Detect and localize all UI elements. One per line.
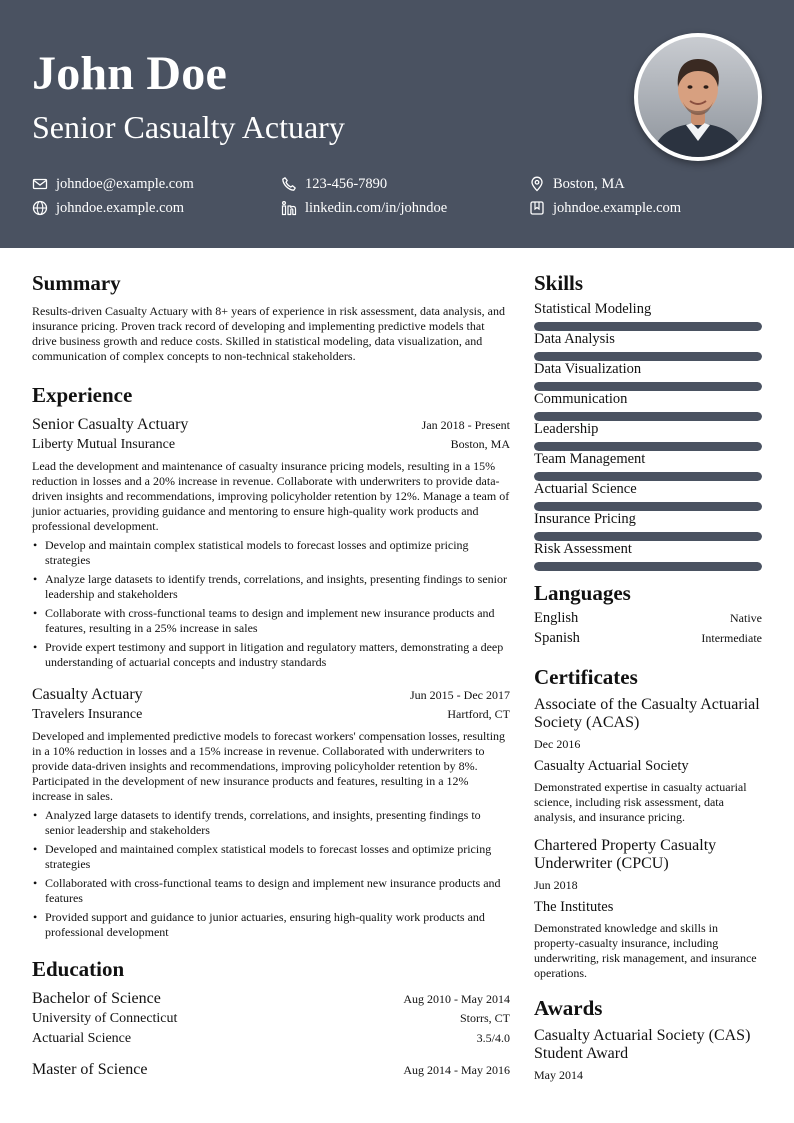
sidebar-column (534, 268, 762, 1099)
list-item: • Collaborated with cross-functional teams to design and implement new insurance products and features (32, 876, 510, 906)
resume-header (0, 0, 794, 248)
skill-item (534, 448, 762, 478)
gpa: 3.5/4.0 (476, 1031, 510, 1045)
language-row (534, 610, 762, 630)
list-item: • Provide expert testimony and support in litigation and regulatory matters, demonstrating a deep understanding of actuarial concepts and industry standards (32, 640, 510, 670)
skill-item (534, 388, 762, 418)
section-heading: Experience (32, 383, 133, 407)
list-item: • Analyzed large datasets to identify trends, correlations, and insights, presenting findings to senior leadership and stakeholders (32, 808, 510, 838)
skill-item (534, 328, 762, 358)
education-dates: Aug 2010 - May 2014 (403, 992, 510, 1006)
skill-item (534, 298, 762, 328)
contact-phone[interactable] (281, 173, 387, 195)
contact-portfolio[interactable] (529, 197, 681, 219)
certificate-issuer: The Institutes (534, 899, 614, 915)
job-entry (32, 414, 510, 670)
list-item: • Developed and maintained complex statistical models to forecast losses and optimize pricing strategies (32, 842, 510, 872)
school-location: Storrs, CT (459, 1011, 510, 1025)
email-icon (32, 176, 48, 192)
skill-item (534, 358, 762, 388)
profile-photo (634, 33, 762, 161)
language-row (534, 630, 762, 650)
contact-linkedin[interactable] (281, 197, 447, 219)
school-name: University of Connecticut (32, 1011, 178, 1026)
phone-icon (281, 176, 297, 192)
list-item: • Collaborate with cross-functional teams to design and implement new insurance products and features, resulting in a 25% increase in sales (32, 606, 510, 636)
certificate-date: Jun 2018 (534, 878, 578, 892)
skills-section (534, 268, 762, 568)
certificate-description: Demonstrated knowledge and skills in property-casualty insurance, including underwriting, risk management, and insurance operations. (534, 921, 757, 980)
awards-section (534, 993, 762, 1083)
certificate-date: Dec 2016 (534, 737, 581, 751)
summary-section (32, 268, 510, 364)
skill-item (534, 538, 762, 568)
skill-level-bar (534, 562, 762, 571)
job-description: Developed and implemented predictive models to forecast workers' compensation losses, resulting in a 10% reduction in losses and a 15% increase in revenue. Collaborated with underwriters to provide data-driven insights and recommendations, improving policyholder retention by 8%. Participated in the development of new insurance products and features, resulting in a 12% increase in sales. (32, 729, 506, 803)
skill-name: Data Analysis (534, 331, 615, 347)
contact-text: johndoe.example.com (56, 199, 185, 216)
candidate-name: John Doe (32, 47, 227, 100)
skill-name: Statistical Modeling (534, 301, 652, 317)
job-location: Hartford, CT (447, 707, 510, 721)
linkedin-icon (281, 200, 297, 216)
award-title: Casualty Actuarial Society (CAS) Student Award (534, 1027, 751, 1062)
certificate-title: Chartered Property Casualty Underwriter (CPCU) (534, 837, 717, 872)
job-bullets (32, 808, 510, 940)
globe-icon (32, 200, 48, 216)
degree: Bachelor of Science (32, 990, 161, 1007)
certificate-entry (534, 837, 762, 981)
contact-email[interactable] (32, 173, 194, 195)
portfolio-icon (529, 200, 545, 216)
main-column (32, 268, 510, 1096)
job-location: Boston, MA (450, 437, 510, 451)
skills-list (534, 298, 762, 568)
certificate-entry (534, 696, 762, 825)
skill-level-fill (534, 562, 762, 571)
job-title: Casualty Actuary (32, 686, 143, 703)
section-heading: Skills (534, 271, 584, 295)
skill-name: Risk Assessment (534, 541, 632, 557)
contact-text: Boston, MA (553, 175, 625, 192)
contact-text: 123-456-7890 (305, 175, 388, 192)
job-company: Travelers Insurance (32, 707, 143, 722)
job-dates: Jun 2015 - Dec 2017 (410, 688, 510, 702)
field-of-study: Actuarial Science (32, 1031, 132, 1046)
portrait-image (638, 37, 758, 157)
contact-text: johndoe@example.com (56, 175, 194, 192)
award-date: May 2014 (534, 1068, 583, 1082)
award-entry (534, 1027, 762, 1083)
language-name: Spanish (534, 630, 580, 646)
job-dates: Jan 2018 - Present (421, 418, 510, 432)
degree: Master of Science (32, 1061, 148, 1078)
section-heading: Certificates (534, 665, 638, 689)
job-entry (32, 684, 510, 940)
skill-name: Leadership (534, 421, 599, 437)
contact-text: johndoe.example.com (553, 199, 682, 216)
contact-location[interactable] (529, 173, 625, 195)
education-dates: Aug 2014 - May 2016 (403, 1063, 510, 1077)
language-name: English (534, 610, 579, 626)
section-heading: Awards (534, 996, 603, 1020)
section-heading: Education (32, 957, 125, 981)
education-section (32, 954, 510, 1080)
education-entry (32, 1059, 510, 1080)
certificates-section (534, 662, 762, 981)
job-bullets (32, 538, 510, 670)
skill-item (534, 478, 762, 508)
skill-item (534, 418, 762, 448)
contact-text: linkedin.com/in/johndoe (305, 199, 448, 216)
list-item: • Analyze large datasets to identify trends, correlations, and insights, presenting findings to senior leadership and stakeholders (32, 572, 510, 602)
skill-item (534, 508, 762, 538)
language-level: Native (730, 611, 762, 625)
list-item: • Provided support and guidance to junior actuaries, ensuring high-quality work products and professional development (32, 910, 510, 940)
job-title: Senior Casualty Actuary (32, 416, 189, 433)
languages-section (534, 578, 762, 650)
list-item: • Develop and maintain complex statistical models to forecast losses and optimize pricing strategies (32, 538, 510, 568)
section-heading: Summary (32, 271, 121, 295)
language-level: Intermediate (701, 631, 762, 645)
experience-section (32, 380, 510, 940)
job-description: Lead the development and maintenance of casualty insurance pricing models, resulting in a 15% reduction in losses and a 20% increase in revenue. Collaborate with underwriters to provide data-driven insights and recommendations, improving policyholder retention by 12%. Manage a team of junior actuaries, providing guidance and mentoring to ensure high-quality work products and professional development. (32, 459, 510, 533)
candidate-title: Senior Casualty Actuary (32, 109, 345, 145)
skill-name: Insurance Pricing (534, 511, 636, 527)
contact-website[interactable] (32, 197, 184, 219)
job-company: Liberty Mutual Insurance (32, 437, 176, 452)
skill-name: Data Visualization (534, 361, 642, 377)
section-heading: Languages (534, 581, 631, 605)
certificate-issuer: Casualty Actuarial Society (534, 758, 689, 774)
certificate-description: Demonstrated expertise in casualty actuarial science, including risk assessment, data analysis, and insurance pricing. (534, 780, 747, 824)
location-pin-icon (529, 176, 545, 192)
summary-text: Results-driven Casualty Actuary with 8+ years of experience in risk assessment, data analysis, and insurance pricing. Proven track record of developing and implementing predictive models that drive business growth and reduce costs. Skilled in statistical modeling, data visualization, and communication of complex concepts to non-technical stakeholders. (32, 304, 505, 363)
certificate-title: Associate of the Casualty Actuarial Society (ACAS) (534, 696, 760, 731)
skill-name: Actuarial Science (534, 481, 637, 497)
skill-name: Communication (534, 391, 628, 407)
education-entry (32, 988, 510, 1049)
skill-name: Team Management (534, 451, 646, 467)
